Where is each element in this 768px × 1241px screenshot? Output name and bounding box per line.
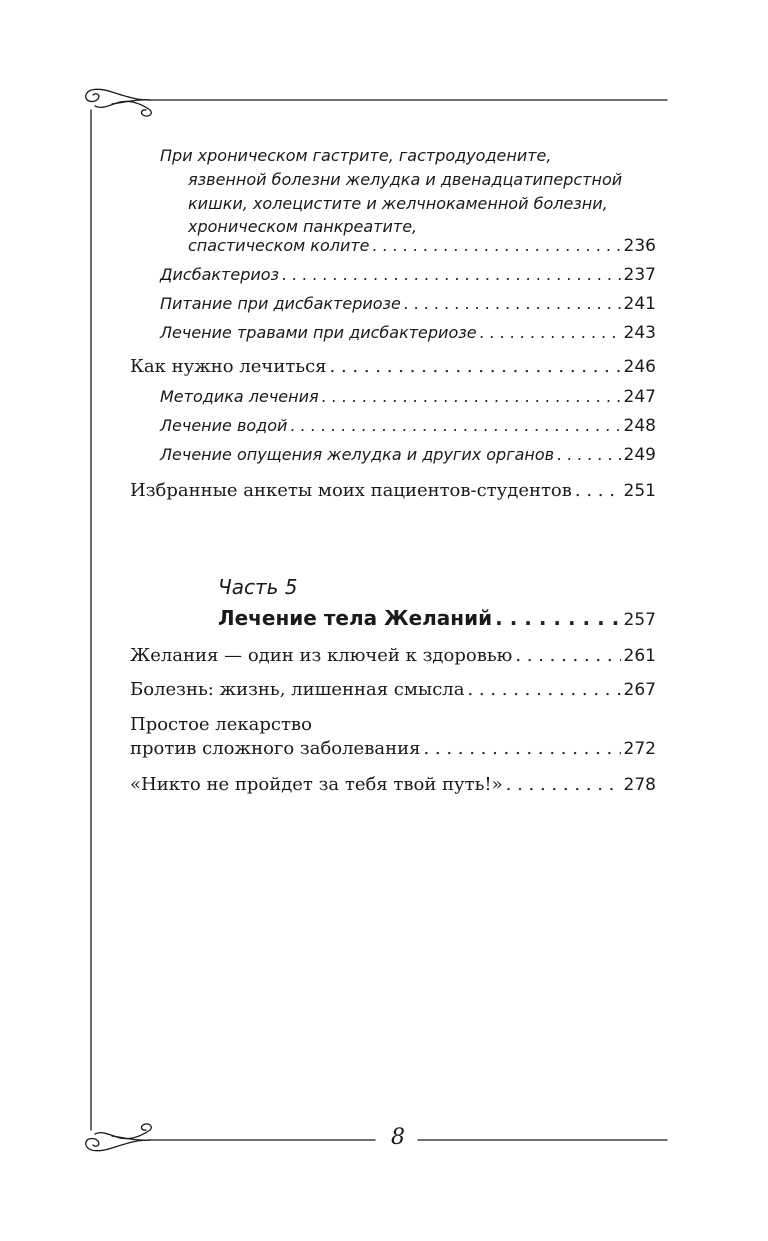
leader-dots bbox=[467, 679, 620, 700]
leader-dots bbox=[404, 294, 621, 313]
toc-entry[interactable] bbox=[160, 416, 656, 436]
toc-block1-line4: хроническом панкреатите, bbox=[188, 217, 418, 236]
toc-entry-title: Питание при дисбактериозе bbox=[160, 294, 401, 313]
toc-entry-page: 237 bbox=[623, 265, 656, 285]
toc-entry-page: 247 bbox=[623, 387, 656, 407]
toc-entry-page: 243 bbox=[623, 323, 656, 343]
leader-dots bbox=[290, 416, 620, 435]
leader-dots bbox=[557, 445, 620, 464]
leader-dots bbox=[515, 645, 620, 666]
toc-block1-line3: кишки, холецистите и желчнокаменной болезни, bbox=[188, 194, 608, 213]
leader-dots bbox=[423, 738, 620, 759]
toc-part-entry[interactable] bbox=[218, 606, 656, 630]
toc-entry-page: 249 bbox=[623, 445, 656, 465]
toc-entry-title: Как нужно лечиться bbox=[130, 356, 327, 377]
toc-entry-page: 236 bbox=[623, 236, 656, 256]
leader-dots bbox=[330, 356, 621, 377]
toc-entry-page: 251 bbox=[623, 481, 656, 501]
toc-entry-page: 246 bbox=[623, 357, 656, 377]
leader-dots bbox=[322, 387, 621, 406]
toc-entry-title: Лечение травами при дисбактериозе bbox=[160, 323, 477, 342]
toc-entry[interactable] bbox=[188, 236, 656, 256]
toc-entry[interactable] bbox=[130, 356, 656, 377]
toc-entry[interactable] bbox=[160, 445, 656, 465]
toc-entry[interactable] bbox=[130, 645, 656, 666]
toc-entry-title: против сложного заболевания bbox=[130, 738, 421, 759]
toc-entry-title: Болезнь: жизнь, лишенная смысла bbox=[130, 679, 465, 700]
leader-dots bbox=[282, 265, 621, 284]
toc-entry[interactable] bbox=[160, 294, 656, 314]
leader-dots bbox=[480, 323, 621, 342]
leader-dots bbox=[495, 606, 620, 630]
toc-entry-title: Избранные анкеты моих пациентов-студентов bbox=[130, 480, 572, 501]
toc-entry-title-line1: Простое лекарство bbox=[130, 714, 312, 735]
toc-entry-title: Лечение водой bbox=[160, 416, 288, 435]
toc-entry-page: 241 bbox=[623, 294, 656, 314]
toc-entry-page: 261 bbox=[623, 646, 656, 666]
toc-entry[interactable] bbox=[160, 387, 656, 407]
toc-entry-page: 267 bbox=[623, 680, 656, 700]
toc-entry[interactable] bbox=[160, 265, 656, 285]
toc-entry[interactable] bbox=[130, 480, 656, 501]
toc-entry-title: спастическом колите bbox=[188, 236, 370, 255]
leader-dots bbox=[575, 480, 621, 501]
toc-entry-page: 278 bbox=[623, 775, 656, 795]
part-title: Лечение тела Желаний bbox=[218, 606, 493, 630]
toc-entry[interactable] bbox=[130, 738, 656, 759]
leader-dots bbox=[373, 236, 621, 255]
toc-entry-page: 272 bbox=[623, 739, 656, 759]
toc-entry[interactable] bbox=[130, 774, 656, 795]
toc-entry-title: Желания — один из ключей к здоровью bbox=[130, 645, 513, 666]
toc-entry-title: Дисбактериоз bbox=[160, 265, 280, 284]
toc-entry-page: 248 bbox=[623, 416, 656, 436]
leader-dots bbox=[506, 774, 621, 795]
toc-block1-line1: При хроническом гастрите, гастродуодените, bbox=[160, 146, 552, 165]
toc-entry-page: 257 bbox=[623, 610, 656, 630]
toc-entry-title: Методика лечения bbox=[160, 387, 319, 406]
toc-entry[interactable] bbox=[130, 679, 656, 700]
page-number: 8 bbox=[391, 1125, 405, 1150]
toc-entry[interactable] bbox=[160, 323, 656, 343]
part-label: Часть 5 bbox=[218, 575, 298, 599]
toc-entry-title: Лечение опущения желудка и других органов bbox=[160, 445, 555, 464]
toc-block1-line2: язвенной болезни желудка и двенадцатиперстной bbox=[188, 170, 623, 189]
toc-entry-title: «Никто не пройдет за тебя твой путь!» bbox=[130, 774, 503, 795]
